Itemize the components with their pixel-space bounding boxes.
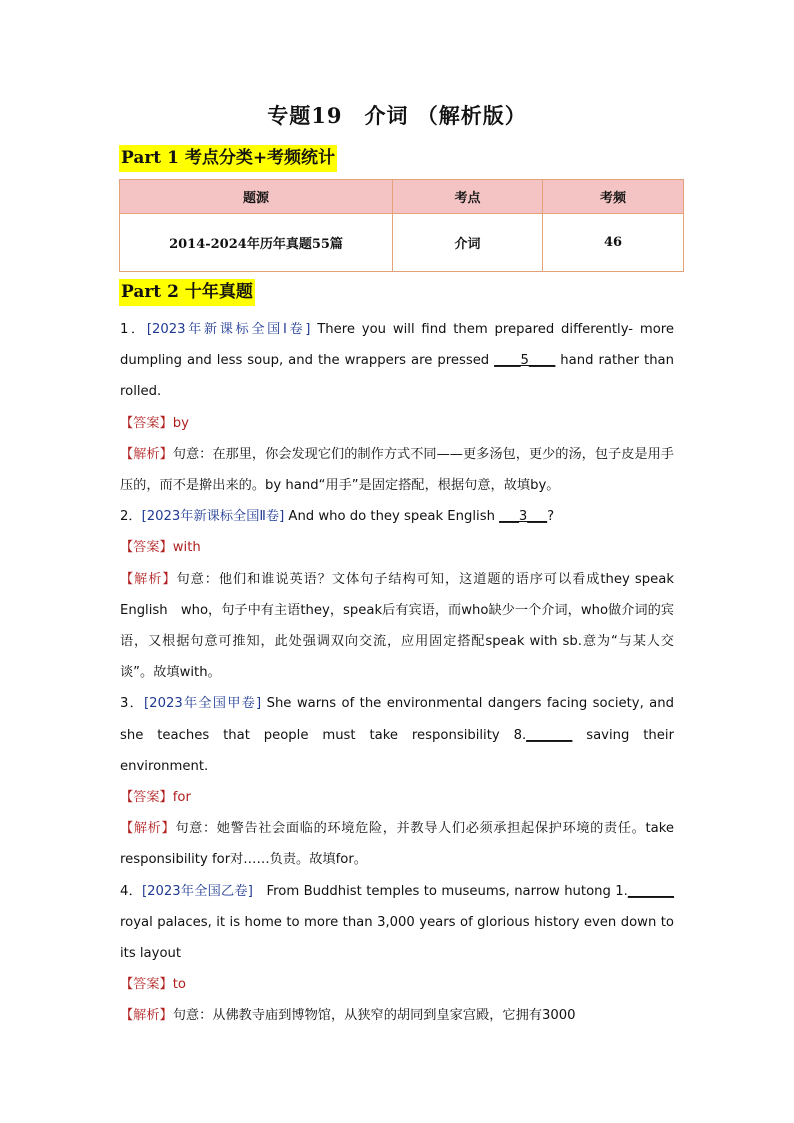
answer-label: 【答案】 [120, 790, 173, 806]
question-number: 1． [120, 322, 147, 337]
answer-value: by [172, 415, 189, 431]
question-blank: _______ [526, 727, 573, 743]
question-3 [120, 688, 674, 782]
analysis-text: 句意：在那里，你会发现它们的制作方式不同——更多汤包，更少的汤，包子皮是用手压的，而不是擀出来的。by hand“用手”是固定搭配，根据句意，故填by。 [120, 446, 674, 494]
analysis-text: 句意：从佛教寺庙到博物馆，从狭窄的胡同到皇家宫殿，它拥有3000 [172, 1008, 576, 1024]
question-text: She warns of the environmental dangers facing society, and she teaches that people must take responsibility 8. [120, 696, 674, 743]
questions-list [120, 314, 674, 1032]
question-source: [2023年新课标全国Ⅱ卷] [141, 509, 285, 525]
answer-label: 【答案】 [120, 540, 173, 556]
cell-frequency: 46 [543, 214, 684, 272]
answer-value: with [172, 540, 201, 556]
cell-source: 2014-2024年历年真题55篇 [120, 214, 393, 272]
analysis-label: 【解析】 [120, 446, 173, 462]
question-number: 4． [120, 883, 142, 899]
answer-label: 【答案】 [120, 415, 173, 431]
question-text: And who do they speak English [284, 509, 500, 525]
answer-1 [120, 408, 674, 439]
analysis-1 [120, 439, 674, 501]
table-header-row [120, 180, 684, 214]
question-source: [2023年新课标全国Ⅰ卷] [146, 322, 311, 337]
question-text-end: ? [547, 509, 555, 525]
analysis-text: 句意：她警告社会面临的环境危险，并教导人们必须承担起保护环境的责任。take responsibility for对……负责。故填for。 [120, 821, 674, 868]
cell-topic: 介词 [393, 214, 543, 272]
table-row [120, 214, 684, 272]
question-source: [2023年全国乙卷] [141, 883, 253, 899]
question-source: [2023年全国甲卷] [144, 696, 262, 712]
analysis-label: 【解析】 [120, 571, 177, 587]
analysis-text: 句意：他们和谁说英语？文体句子结构可知，这道题的语序可以看成they speak English who，句子中有主语they，speak后有宾语，而who缺少一个介词，who做介词的宾语，又根据句意可推知，此处强调双向交流，应用固定搭配speak with sb.意为“与某人交谈”。故填with。 [120, 571, 674, 681]
part1-heading: Part 1 考点分类+考频统计 [119, 145, 337, 172]
question-2 [120, 501, 674, 532]
question-text: There you will find them prepared differently- more dumpling and less soup, and the wrappers are pressed [120, 322, 675, 369]
analysis-4 [120, 1000, 674, 1031]
question-text-end: saving their environment. [120, 727, 674, 774]
analysis-2 [120, 564, 674, 689]
analysis-label: 【解析】 [120, 1008, 173, 1024]
answer-value: for [172, 790, 191, 806]
answer-label: 【答案】 [120, 977, 173, 993]
question-4 [120, 876, 674, 970]
question-1 [120, 314, 674, 408]
part2-heading: Part 2 十年真题 [119, 279, 255, 306]
header-topic: 考点 [393, 180, 543, 214]
answer-4 [120, 969, 674, 1000]
question-blank: _______ [627, 883, 675, 899]
answer-value: to [172, 977, 186, 993]
analysis-3 [120, 813, 674, 875]
header-source: 题源 [120, 180, 393, 214]
analysis-label: 【解析】 [120, 821, 176, 837]
answer-2 [120, 532, 674, 563]
question-text-end: hand rather than rolled. [120, 353, 674, 400]
page-title: 专题19 介词 （解析版） [267, 103, 527, 128]
question-text: From Buddhist temples to museums, narrow hutong 1. [252, 883, 628, 899]
answer-3 [120, 782, 674, 813]
question-number: 2． [120, 509, 142, 525]
frequency-table [119, 179, 684, 272]
question-number: 3． [120, 696, 145, 712]
question-text-end: royal palaces, it is home to more than 3,000 years of glorious history even down to its layout [120, 914, 674, 962]
question-blank: ___3___ [499, 509, 548, 525]
question-blank: ____5____ [494, 353, 556, 369]
header-frequency: 考频 [543, 180, 684, 214]
